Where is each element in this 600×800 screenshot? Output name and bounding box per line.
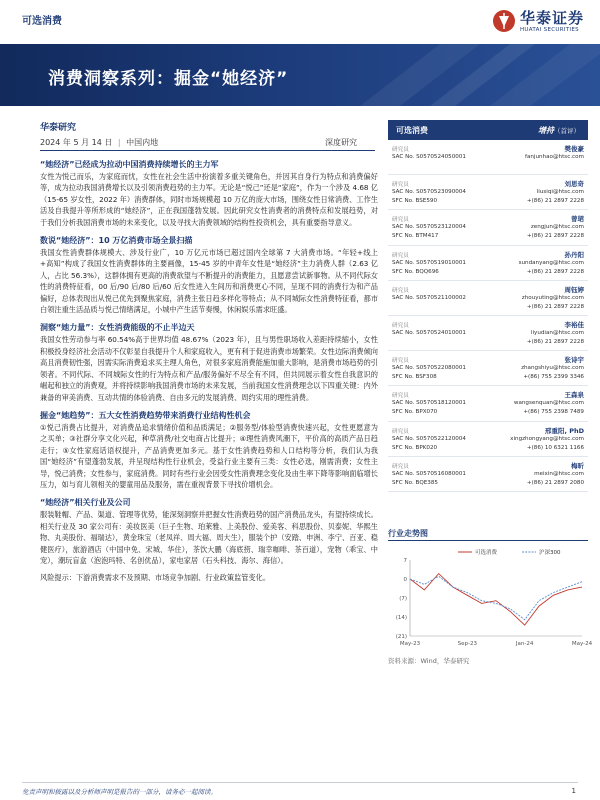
section-heading: “她经济”已经成为拉动中国消费持续增长的主力军 xyxy=(40,160,219,169)
rating-header xyxy=(388,120,588,140)
analyst-card xyxy=(388,457,588,492)
y-tick-label: 7 xyxy=(403,558,407,564)
analyst-role: 研究员 xyxy=(392,393,409,400)
analyst-phone: +(86) 21 2897 2228 xyxy=(526,198,584,205)
analyst-role: 研究员 xyxy=(392,287,409,294)
legend-label: 可选消费 xyxy=(475,550,498,556)
report-region: 中国内地 xyxy=(126,138,159,147)
analyst-name: 梅昕 xyxy=(571,461,584,470)
analyst-email: zhangshiyu@htsc.com xyxy=(521,365,584,372)
section-risk xyxy=(40,572,378,583)
page-number: 1 xyxy=(571,787,576,795)
analyst-sfc: SFC No. BTM417 xyxy=(392,233,439,240)
logo-mark-icon xyxy=(492,9,516,33)
analyst-name: 张诗宇 xyxy=(564,356,584,365)
section-heading: “她经济”相关行业及公司 xyxy=(40,498,131,508)
analyst-email: fanjunhao@htsc.com xyxy=(524,154,584,160)
analyst-sfc: SFC No. BPX070 xyxy=(392,409,438,416)
analyst-sac: SAC No. S0570523090004 xyxy=(392,189,466,196)
report-type: 深度研究 xyxy=(325,138,357,147)
analyst-card xyxy=(388,422,588,457)
analyst-name: 周钰婷 xyxy=(564,285,584,294)
section-heading: 数说“她经济”：10 万亿消费市场全景扫描 xyxy=(40,236,193,246)
section-body: ①悦己消费占比提升，对消费品追求情绪价值和品质满足；②服务型/体验型消费快速兴起，女性更愿意为之买单；③社群分享文化兴起，种草消费/社交电商占比提升；④理性消费风潮下，平价高的高质产品日趋走行；⑤女性家庭话语权提升，产品消费更加多元。基于女性消费趋势和人口结构等分析，我们认为我国“她经济”有望蓬勃发展，并呈现结构性行业机会，受益行业主要有三类：女性必选，刚需消费；女性主导，悦己消费；女性参与，家庭消费。同时有些行业会因受女性消费理念变化及由生率下降等影响面临增长压力，如与育儿领相关的婴童用品及服务，需在重视背景下寻找价增机会。 xyxy=(40,422,378,489)
disclaimer: 免责声明和披露以及分析师声明是报告的一部分，请务必一起阅读。 xyxy=(22,788,217,796)
analyst-role: 研究员 xyxy=(392,463,409,470)
section-body: 女性为悦己而乐，为家庭而忧，女性在社会生活中扮演着多重关键角色，并因其自身行为特点和消费偏好等，成为拉动我国消费增长以及引领消费趋势的主力军。无论是“悦己”还是“家庭”，作为一个涉及 4.68 亿（15-65 岁女性，2022 年）消费群体，同时市场规模超 10 万亿的庞大市场，围绕女性日常消费、工作生活及自我提升等所形成的“她经济”，正在我国蓬勃发展。因此研究女性消费者的消费特点和发展趋势，对于我们分析我国消费市场的未来变化，以及寻找大消费领域的结构性投资机会，具有重要指导意义。 xyxy=(40,172,378,227)
section-body: 服装鞋帽、产品、渠道、管理等优势，能深刻洞察并把握女性消费趋势的国产消费品龙头，有望持续成长。相关行业及 30 家公司有：美妆医美（巨子生物、珀莱雅、上美股份、爱美客、科思股份、贝泰妮、华熙生物、丸美股份、福瑞达），黄金珠宝（老凤祥、周大福、周大生），服装个护（安踏、申洲、李宁、百亚、稳健医疗），旅游酒店（中国中免、宋城、华住），茶饮大鹏（海底捞、瑞幸咖啡、茶百道），宠物（乖宝、中宠），潮玩盲盒（泡泡玛特、名创优品），家电家居（石头科技、海尔、海信）。 xyxy=(40,510,378,565)
analyst-role: 研究员 xyxy=(392,217,409,224)
analyst-email: xingzhongyang@htsc.com xyxy=(510,435,584,442)
company-logo xyxy=(492,9,584,33)
analyst-role: 研究员 xyxy=(392,252,409,259)
y-tick-label: (7) xyxy=(399,596,407,602)
meta-divider xyxy=(40,150,375,151)
analyst-role: 研究员 xyxy=(392,428,409,435)
legend-label: 沪深300 xyxy=(539,550,561,556)
series-line-sector xyxy=(410,574,582,626)
analyst-name: 李裕佳 xyxy=(564,320,584,329)
analyst-sfc: SFC No. BQE385 xyxy=(392,479,438,486)
report-title: 消费洞察系列：掘金“她经济” xyxy=(48,69,289,89)
analyst-role: 研究员 xyxy=(392,358,409,365)
footer-divider xyxy=(22,782,578,783)
analyst-card xyxy=(388,140,588,175)
x-tick-label: Jan-24 xyxy=(515,641,534,647)
analyst-name: 王森泉 xyxy=(564,391,584,400)
section-companies xyxy=(40,496,378,566)
analyst-phone: +(86) 21 2897 2228 xyxy=(526,233,584,240)
analyst-card xyxy=(388,210,588,245)
analyst-name: 邢重阳, PhD xyxy=(544,426,584,435)
analyst-card xyxy=(388,386,588,421)
x-tick-label: Sep-23 xyxy=(457,641,478,647)
analyst-phone: +(86) 21 2897 2228 xyxy=(526,268,584,275)
analyst-email: zhouyuting@htsc.com xyxy=(521,294,584,301)
section-body: 我国女性劳动参与率 60.54%高于世界均值 48.67%（2023 年），且与男性职场收入差距持续缩小，女性积极投身经济社会活动不仅彰显自我提升个人和家庭收入，更有利于促进消费市场繁荣。女性边际消费倾向高且消费韧性强，因需实际消费追求买主理人角色，对很多家庭消费能施加重大影响，是消费市场趋势的引领者。不同代际、不同城际女性的行为特点和产品/服务偏好不尽全有不同，但共同展示着女性自我意识的崛起和独立的消费观，并将持续影响我国消费市场的未来发展，当前我国女性消费理念以下四重关键：内外兼备的审美消费、互动共情的体验消费、自由多元的发展消费、周约实用的理性消费。 xyxy=(40,335,378,402)
analyst-sac: SAC No. S0570519010001 xyxy=(392,259,466,266)
section-heading: 掘金“她趋势”：五大女性消费趋势带来消费行业结构性机会 xyxy=(40,410,251,420)
analyst-email: meixin@htsc.com xyxy=(534,470,584,477)
page-header xyxy=(0,0,600,44)
analyst-phone: +(86) 21 2897 2080 xyxy=(526,479,584,486)
analyst-phone: +(86) 755 2398 7489 xyxy=(523,409,584,416)
analyst-card xyxy=(388,175,588,210)
analyst-sfc: SFC No. BPK020 xyxy=(392,444,438,451)
report-date: 2024 年 5 月 14 日 xyxy=(40,138,113,147)
analyst-sac: SAC No. S0570518120001 xyxy=(392,400,466,407)
analyst-phone: +(86) 10 6321 1166 xyxy=(526,444,584,451)
analyst-card xyxy=(388,281,588,316)
x-tick-label: May-23 xyxy=(399,641,421,647)
analyst-card xyxy=(388,246,588,281)
x-tick-label: May-24 xyxy=(571,641,593,647)
analyst-sac: SAC No. S0570521100002 xyxy=(392,294,466,301)
analyst-email: liusiqi@htsc.com xyxy=(536,189,584,196)
analyst-email: zengjun@htsc.com xyxy=(530,224,584,231)
risk-warning: 风险提示：下游消费需求不及预期、市场竞争加剧、行业政策监管变化。 xyxy=(40,573,271,583)
analyst-sac: SAC No. S0570523120004 xyxy=(392,224,466,231)
analyst-name: 刘思奇 xyxy=(564,180,584,189)
section-trends xyxy=(40,409,378,490)
analyst-sfc: SFC No. BQQ696 xyxy=(392,268,439,275)
y-tick-label: 0 xyxy=(403,577,407,583)
meta-separator: | xyxy=(117,138,121,147)
y-tick-label: (21) xyxy=(395,634,407,640)
sidebar-sector: 可选消费 xyxy=(396,125,428,135)
section-data xyxy=(40,234,378,315)
analyst-list xyxy=(388,140,588,492)
section-heading: 洞察“她力量”：女性消费能级的不止半边天 xyxy=(40,323,195,333)
analyst-sac: SAC No. S0570524010001 xyxy=(392,329,466,336)
y-tick-label: (14) xyxy=(395,615,407,621)
trend-chart xyxy=(388,546,593,654)
analyst-name: 樊俊豪 xyxy=(564,145,584,153)
section-body: 我国女性消费群体规模大、涉及行业广，10 万亿元市场已超过国内全球第 7 大消费市场。“年轻+线上+高知”构成了我国女性消费群体的主要画像，15-45 岁的中青年女性是“她经济”主力消费人群（2.63 亿人，占比 56.3%），这群体拥有更高的消费欲望与不断提升的消费能力，且愿意尝试新事物。从不同代际女性的消费特征看，00 后/90 后/80 后/60 后女性进入生间历和消费更心不同，呈现不同的消费行为和产品偏好，总体表现出从悦己优先到聚焦家庭，消费主张日趋多样化等特点；从不同城际女性消费特征看，都市白领注重生活品质与悦己情绪满足，小城中产生活节奏慢，休闲娱乐需求旺盛。 xyxy=(40,248,378,315)
rating-note: （首评） xyxy=(554,126,580,135)
section-insight xyxy=(40,321,378,402)
rating-value: 增持 xyxy=(538,125,554,135)
sector-tag: 可选消费 xyxy=(22,16,62,27)
analyst-sfc: SFC No. BSE590 xyxy=(392,198,438,205)
analyst-name: 孙丹阳 xyxy=(564,250,584,259)
report-meta xyxy=(40,137,158,148)
logo-english: HUATAI SECURITIES xyxy=(520,26,579,33)
section-overview xyxy=(40,158,378,228)
analyst-sac: SAC No. S0570516080001 xyxy=(392,470,466,477)
institute-label: 华泰研究 xyxy=(40,123,77,133)
analyst-email: sundanyang@htsc.com xyxy=(518,259,584,266)
analyst-sac: SAC No. S0570522080001 xyxy=(392,365,466,372)
sidebar xyxy=(388,120,588,492)
trend-divider xyxy=(388,540,588,541)
analyst-email: wangsenquan@htsc.com xyxy=(513,400,584,407)
analyst-sac: SAC No. S0570524050001 xyxy=(392,154,466,160)
analyst-sac: SAC No. S0570522120004 xyxy=(392,435,466,442)
analyst-role: 研究员 xyxy=(392,322,409,329)
banner-decoration xyxy=(360,44,600,106)
report-body xyxy=(40,158,378,590)
analyst-phone: +(86) 21 2897 2228 xyxy=(526,303,584,310)
chart-source: 资料来源：Wind，华泰研究 xyxy=(388,657,470,665)
trend-title: 行业走势图 xyxy=(388,529,428,538)
analyst-role: 研究员 xyxy=(392,147,409,153)
analyst-card xyxy=(388,316,588,351)
series-line-index xyxy=(410,576,582,619)
title-banner xyxy=(0,44,600,106)
analyst-phone: +(86) 21 2897 2228 xyxy=(526,338,584,345)
analyst-phone: +(86) 755 2399 3346 xyxy=(523,374,584,381)
logo-name: 华泰证券 xyxy=(520,8,585,27)
analyst-sfc: SFC No. BSF308 xyxy=(392,374,437,381)
rating xyxy=(538,125,580,136)
analyst-card xyxy=(388,351,588,386)
analyst-name: 曾珺 xyxy=(571,215,584,224)
analyst-role: 研究员 xyxy=(392,182,409,189)
analyst-email: liyudian@htsc.com xyxy=(530,329,584,336)
